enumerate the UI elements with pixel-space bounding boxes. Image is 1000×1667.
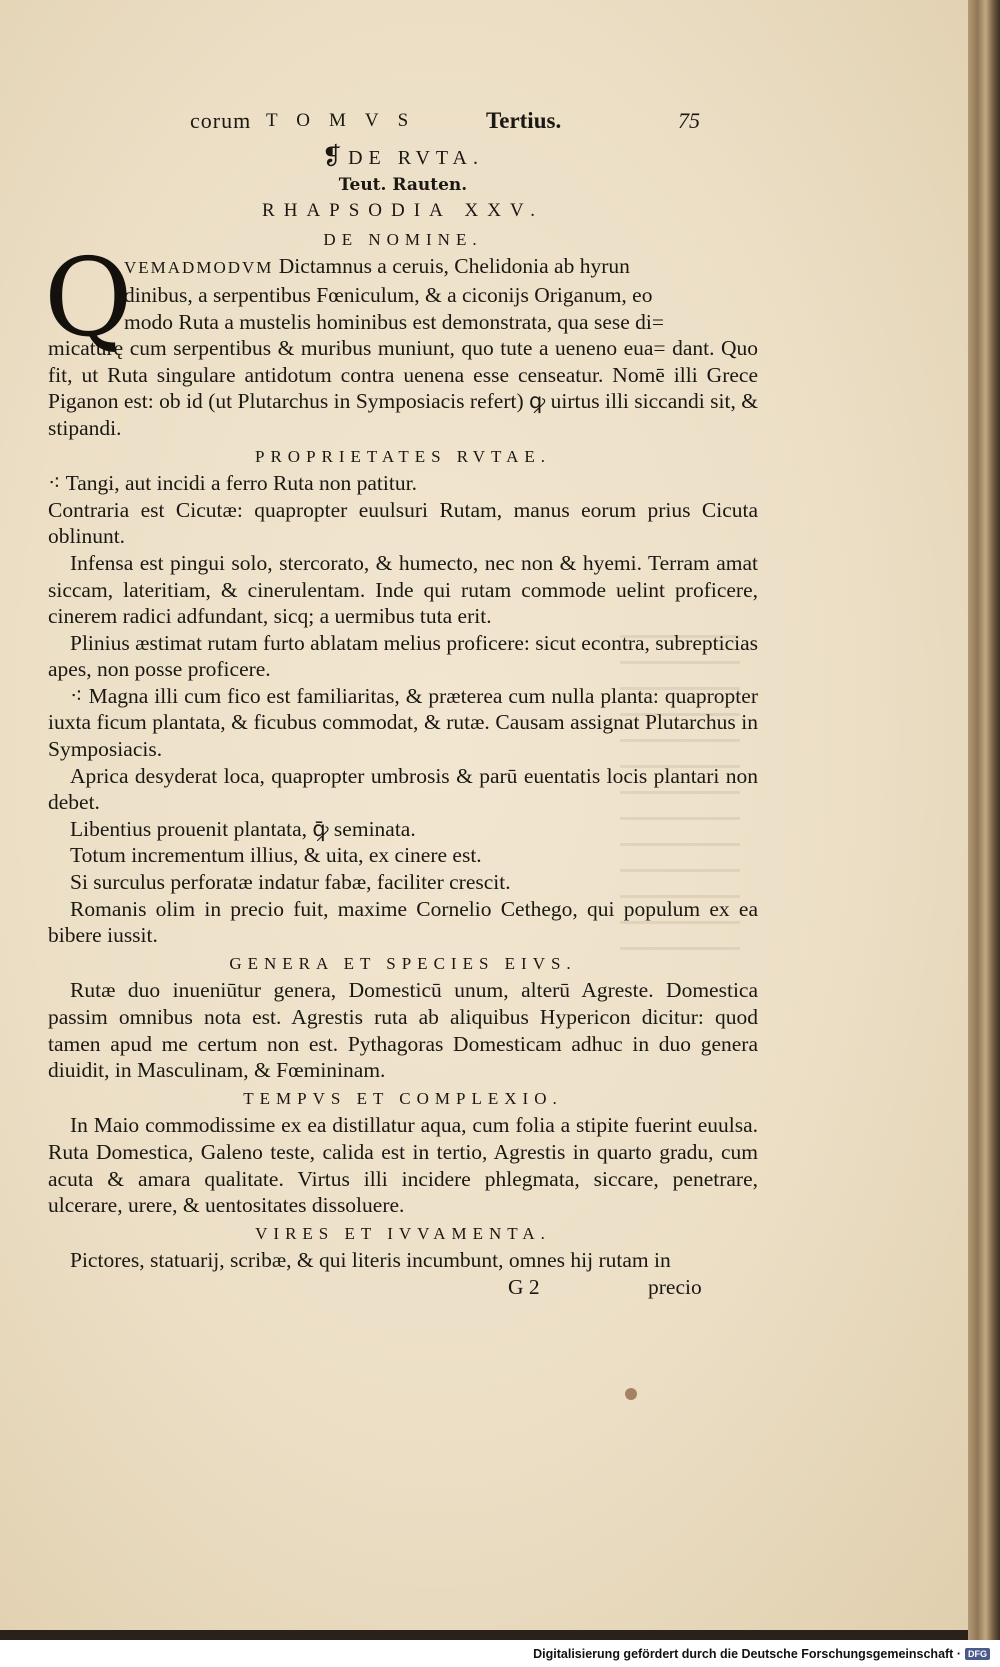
drop-cap: Q — [44, 236, 133, 362]
intro-line-3: modo Ruta a mustelis hominibus est demonstrata, qua sese di= — [124, 309, 664, 334]
german-name: Teut. Rauten. — [338, 174, 468, 195]
vires-heading: VIRES ET IVVAMENTA. — [255, 1223, 551, 1243]
catchword: precio — [648, 1274, 702, 1299]
intro-rest: micaturę cum serpentibus & muribus muniunt, quo tute a ueneno eua= dant. Quo fit, ut Ruta singulare antidotum contra uenena esse censeatur. Nomē illi Grece Piganon est: ob id (ut Plutarchus in Symposiacis refert) ꝙ uirtus illi siccandi sit, & stipandi. — [48, 336, 758, 440]
proprietates-para: ⁖ Magna illi cum fico est familiaritas, & præterea cum nulla planta: quapropter iuxta ficum plantata, & ficubus commodat, & rutæ. Causam assignat Plutarchus in Symposiacis. — [48, 683, 758, 762]
paragraph-mark-icon: ❡ — [321, 144, 343, 170]
de-nomine-heading: DE NOMINE. — [323, 229, 483, 249]
page-footer — [48, 1274, 758, 1302]
intro-line-2: dinibus, a serpentibus Fœniculum, & a ciconijs Origanum, eo — [124, 282, 653, 307]
running-head-right: Tertius. — [486, 108, 562, 133]
genera-para: Rutæ duo inueniūtur genera, Domesticū unum, alterū Agreste. Domestica passim omnibus nota est. Agrestis ruta ab aliquibus Hypericon dicitur: quod tamen apud me certum non est. Pythagoras Domesticam adhuc in duo genera diuidit, in Masculinam, & Fœmininam. — [48, 978, 758, 1083]
proprietates-para: Totum incrementum illius, & uita, ex cinere est. — [70, 843, 482, 868]
proprietates-para: Infensa est pingui solo, stercorato, & humecto, nec non & hyemi. Terram amat siccam, lateritiam, & cinerulentam. Inde qui rutam commode uelint proficere, cinerem radici adfundant, sicq; a uermibus tuta erit. — [48, 550, 758, 629]
proprietates-para: Romanis olim in precio fuit, maxime Cornelio Cethego, qui populum ex ea bibere iussit. — [48, 896, 758, 948]
page-edge — [968, 0, 1000, 1640]
running-head-left: corum — [190, 108, 252, 133]
dfg-credit — [533, 1646, 990, 1662]
proprietates-para: Aprica desyderat loca, quapropter umbrosis & parū euentatis locis plantari non debet. — [48, 763, 758, 815]
running-head — [48, 108, 758, 140]
proprietates-heading: PROPRIETATES RVTAE. — [255, 446, 551, 466]
intro-line-1: Dictamnus a ceruis, Chelidonia ab hyrun — [273, 254, 630, 279]
vires-para: Pictores, statuarij, scribæ, & qui literis incumbunt, omnes hij rutam in — [70, 1248, 671, 1273]
rhapsodia-heading: RHAPSODIA XXV. — [262, 200, 544, 222]
text-block — [44, 108, 758, 1302]
proprietates-para: Si surculus perforatæ indatur fabæ, faciliter crescit. — [70, 870, 511, 895]
running-head-middle: TOMVS — [266, 110, 428, 131]
credit-text: Digitalisierung gefördert durch die Deutsche Forschungsgemeinschaft · — [533, 1647, 961, 1661]
genera-heading: GENERA ET SPECIES EIVS. — [229, 953, 577, 973]
chapter-title-text: DE RVTA. — [348, 147, 484, 169]
proprietates-para: ⁖ Tangi, aut incidi a ferro Ruta non patitur. — [48, 471, 417, 496]
proprietates-para: Contraria est Cicutæ: quapropter euulsuri Rutam, manus eorum prius Cicuta oblinunt. — [48, 497, 758, 549]
intro-lead: VEMADMODVM — [124, 258, 274, 278]
paper-stain — [625, 1388, 637, 1400]
tempus-heading: TEMPVS ET COMPLEXIO. — [243, 1088, 563, 1108]
signature-mark: G 2 — [508, 1274, 540, 1299]
proprietates-para: Libentius prouenit plantata, ꝙ̄ seminata. — [70, 816, 416, 841]
tempus-para: In Maio commodissime ex ea distillatur aqua, cum folia a stipite fuerint euulsa. Ruta Domestica, Galeno teste, calida est in tertio, Agrestis in quarto gradu, cum acuta & amara qualitate. Virtus illi incidere phlegmata, siccare, penetrare, ulcerare, urere, & uentositates dissoluere. — [48, 1113, 758, 1218]
proprietates-para: Plinius æstimat rutam furto ablatam melius proficere: sicut econtra, subrepticias apes, non posse proficere. — [48, 630, 758, 682]
chapter-title — [48, 144, 758, 172]
page-number: 75 — [678, 108, 700, 133]
dfg-logo-icon: DFG — [965, 1648, 990, 1660]
